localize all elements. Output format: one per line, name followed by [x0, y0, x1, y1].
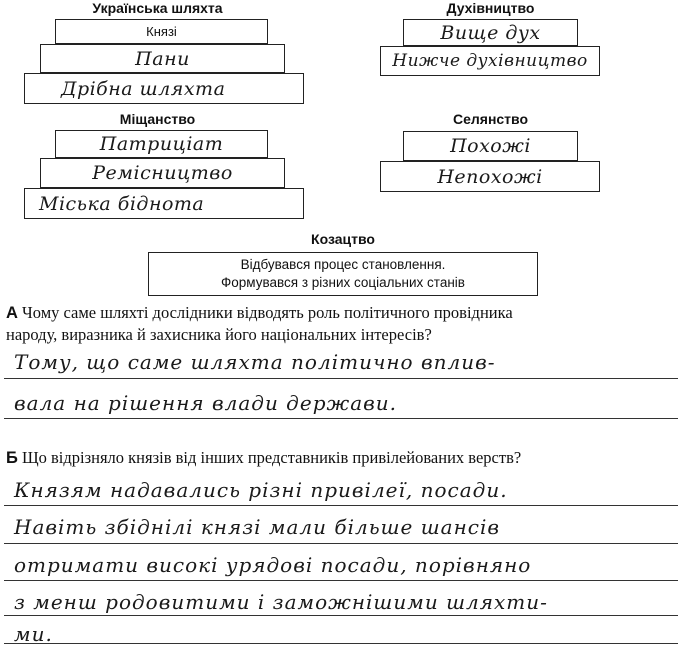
- answer-b-rule-4: [4, 615, 678, 616]
- answer-a-rule-2: [4, 418, 678, 419]
- question-a-text-2: народу, виразника й захисника його національних інтересів?: [6, 325, 432, 344]
- answer-b-line-3: отримати високі урядові посади, порівняно: [14, 553, 532, 577]
- answer-b-line-4: з менш родовитими і заможнішими шляхти-: [14, 590, 548, 614]
- answer-b-line-5: ми.: [14, 622, 53, 646]
- mishchanstvo-bottom-box: [24, 188, 304, 219]
- mishchanstvo-top-box: [55, 130, 268, 158]
- answer-b-rule-3: [4, 580, 678, 581]
- shliakhta-middle-box: [40, 44, 285, 73]
- kozatstvo-box: [148, 252, 538, 296]
- mishchanstvo-middle-box: [40, 158, 285, 188]
- mishchanstvo-top-handwriting: Патриціат: [99, 133, 224, 155]
- dukhovnytstvo-bottom-handwriting: Нижче духівництво: [392, 51, 588, 71]
- shliakhta-top-box: [55, 19, 268, 44]
- answer-b-line-2: Навіть збіднілі князі мали більше шансів: [14, 515, 501, 539]
- title-shliakhta: Українська шляхта: [92, 0, 223, 16]
- question-a-text-1: Чому саме шляхті дослідники відводять роль політичного провідника: [22, 303, 513, 322]
- answer-a-line-1: Тому, що саме шляхта політично вплив-: [14, 350, 496, 374]
- mishchanstvo-middle-handwriting: Ремісництво: [92, 162, 233, 184]
- selianstvo-top-box: [403, 131, 578, 161]
- title-mishchanstvo: Міщанство: [119, 111, 196, 127]
- answer-b-rule-1: [4, 505, 678, 506]
- dukhovnytstvo-bottom-box: [380, 46, 600, 76]
- dukhovnytstvo-top-box: [403, 19, 578, 46]
- mishchanstvo-bottom-handwriting: Міська біднота: [39, 192, 205, 215]
- answer-a-line-2: вала на рішення влади держави.: [14, 391, 398, 415]
- title-kozatstvo: Козацтво: [311, 231, 375, 247]
- question-b-letter: Б: [6, 449, 18, 467]
- question-a-letter: А: [6, 304, 18, 322]
- answer-b-rule-5: [4, 643, 678, 644]
- answer-b-rule-2: [4, 543, 678, 544]
- kozatstvo-line-1: Відбувався процес становлення.: [240, 257, 446, 272]
- question-a: [6, 302, 678, 346]
- shliakhta-bottom-box: [24, 73, 304, 104]
- selianstvo-bottom-box: [380, 161, 600, 192]
- shliakhta-top-label: Князі: [146, 24, 177, 39]
- title-dukhovnytstvo: Духівництво: [446, 0, 535, 16]
- selianstvo-bottom-handwriting: Непохожі: [437, 165, 543, 188]
- question-b-text: Що відрізняло князів від інших представників привілейованих верств?: [21, 448, 522, 467]
- question-b: [6, 447, 682, 469]
- kozatstvo-line-2: Формувався з різних соціальних станів: [221, 275, 465, 290]
- title-selianstvo: Селянство: [452, 111, 529, 127]
- shliakhta-middle-handwriting: Пани: [135, 47, 190, 70]
- answer-b-line-1: Князям надавались різні привілеї, посади.: [14, 478, 508, 502]
- shliakhta-bottom-handwriting: Дрібна шляхта: [61, 77, 226, 100]
- answer-a-rule-1: [4, 378, 678, 379]
- selianstvo-top-handwriting: Похожі: [450, 135, 531, 157]
- dukhovnytstvo-top-handwriting: Вище дух: [440, 21, 541, 44]
